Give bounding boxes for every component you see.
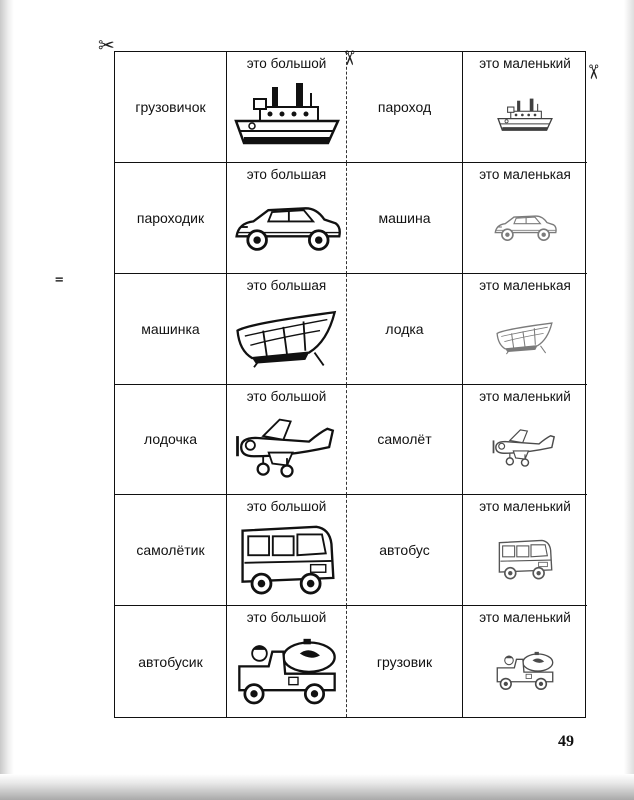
card-picture-small: [463, 385, 587, 496]
caption-small: это маленький: [479, 56, 571, 71]
card-word-c: лодка: [347, 274, 463, 385]
scissors-icon: ✂: [98, 35, 115, 57]
caption-big: это большая: [246, 277, 327, 293]
margin-mark: =: [55, 272, 64, 288]
card-word-a: пароходик: [115, 163, 227, 274]
steamship-small-icon: [496, 97, 554, 135]
card-word-a: автобусик: [115, 606, 227, 717]
card-word-c: пароход: [347, 52, 463, 163]
car-small-icon: [492, 210, 558, 244]
boat-big-icon: [232, 304, 342, 370]
scan-edge-left: [0, 0, 14, 800]
card-picture-big: [227, 163, 347, 274]
card-word-a: машинка: [115, 274, 227, 385]
card-picture-small: [463, 274, 587, 385]
car-big-icon: [231, 199, 343, 255]
boat-small-icon: [494, 318, 556, 356]
steamship-big-icon: [232, 81, 342, 151]
card-picture-small: [463, 606, 587, 717]
bus-big-icon: [235, 521, 339, 597]
card-word-c: машина: [347, 163, 463, 274]
card-picture-big: [227, 52, 347, 163]
card-word-a: самолётик: [115, 495, 227, 606]
page-number: 49: [558, 733, 574, 750]
scan-edge-bottom: [0, 774, 634, 800]
card-word-c: автобус: [347, 495, 463, 606]
caption-small: это маленький: [479, 610, 571, 626]
caption-small: это маленький: [479, 499, 571, 515]
card-picture-big: [227, 495, 347, 606]
card-picture-small: [463, 52, 587, 163]
card-picture-big: [227, 606, 347, 717]
card-word-c: самолёт: [347, 385, 463, 496]
truck-big-icon: [232, 633, 342, 707]
caption-small: это маленькая: [479, 166, 571, 182]
scissors-icon: ✂: [337, 49, 360, 67]
card-word-c: грузовик: [347, 606, 463, 717]
word-cards-table: [114, 51, 586, 718]
caption-big: это большой: [246, 499, 327, 515]
card-word-a: грузовичок: [115, 52, 227, 163]
truck-small-icon: [493, 648, 557, 692]
page-shadow-right: [624, 0, 634, 800]
card-picture-big: [227, 274, 347, 385]
bus-small-icon: [495, 537, 555, 581]
caption-small: это маленькая: [479, 277, 571, 293]
caption-big: это большая: [246, 166, 327, 182]
airplane-big-icon: [232, 415, 342, 481]
card-picture-small: [463, 495, 587, 606]
caption-big: это большой: [246, 56, 327, 71]
airplane-small-icon: [490, 427, 560, 469]
scissors-icon: ✂: [581, 63, 604, 81]
card-word-a: лодочка: [115, 385, 227, 496]
card-picture-small: [463, 163, 587, 274]
caption-big: это большой: [246, 388, 327, 404]
caption-big: это большой: [246, 610, 327, 626]
card-picture-big: [227, 385, 347, 496]
caption-small: это маленький: [479, 388, 571, 404]
